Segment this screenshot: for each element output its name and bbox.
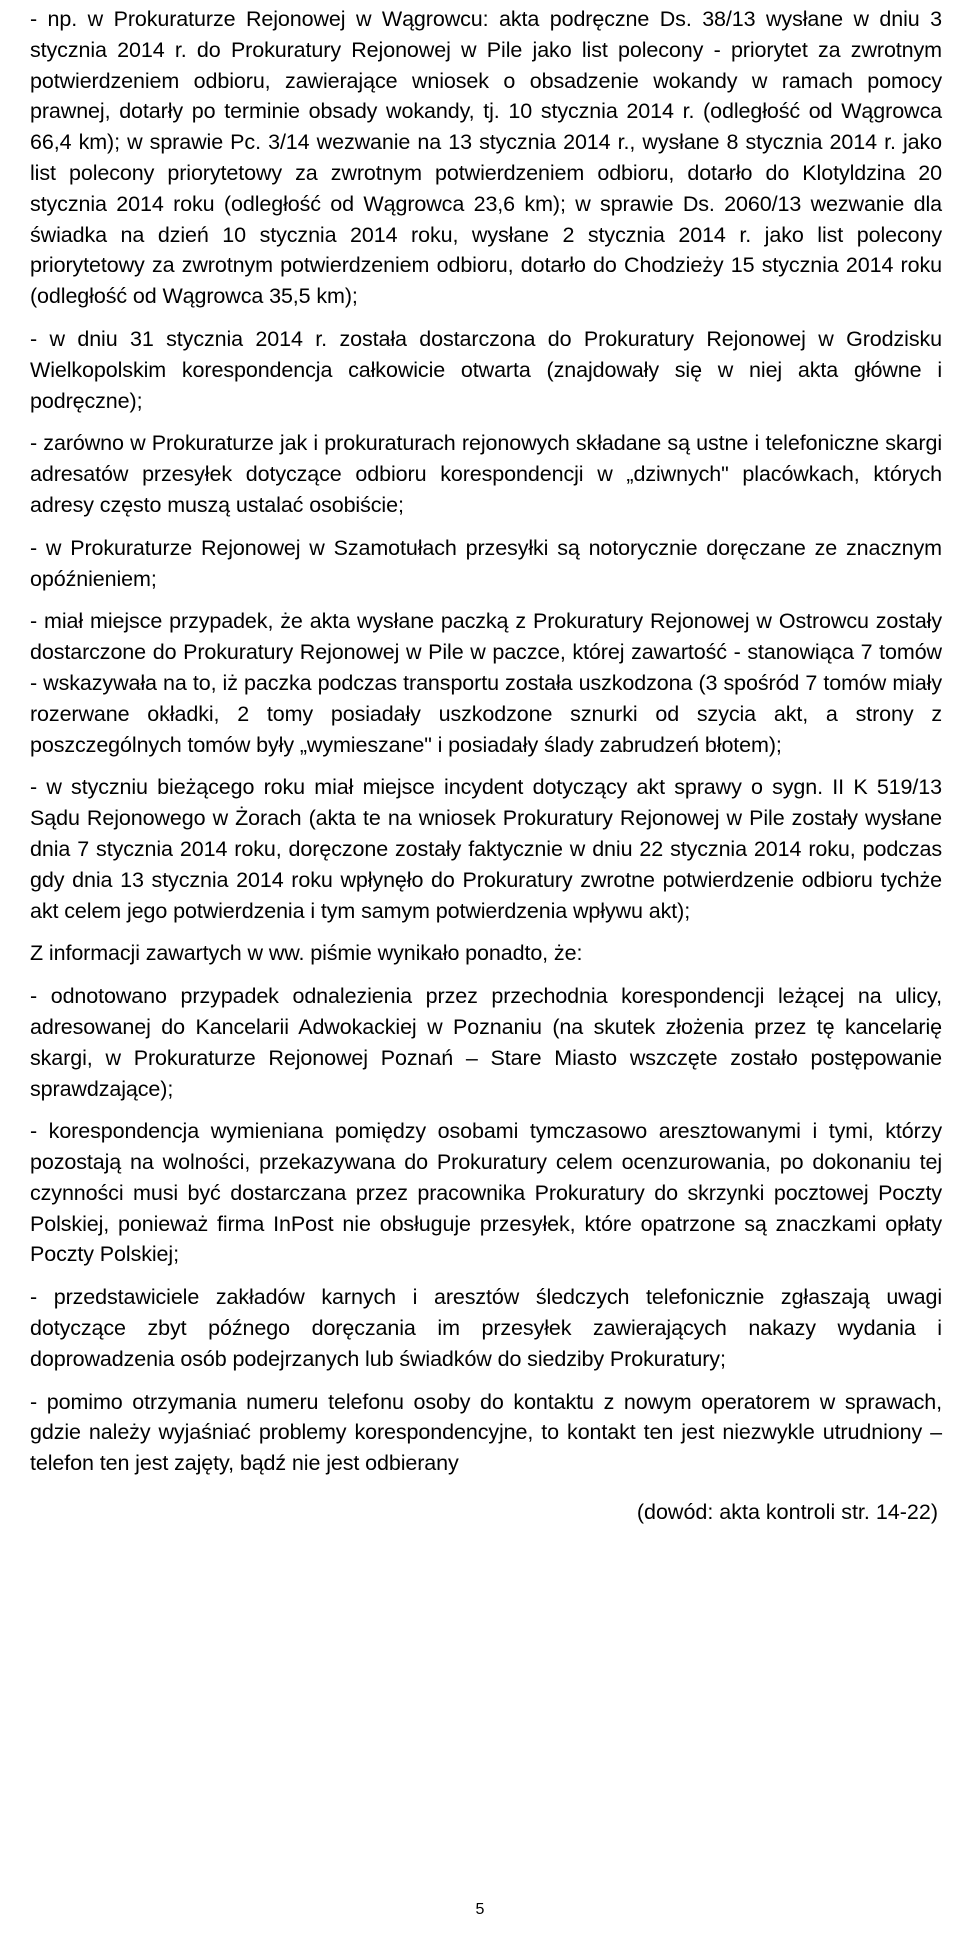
paragraph-damaged-parcel: - miał miejsce przypadek, że akta wysłane paczką z Prokuratury Rejonowej w Ostrowcu zostały dostarczone do Prokuratury Rejonowej w Pile w paczce, której zawartość - stanowiąca 7 tomów - wskazywała na to, iż paczka podczas transportu została uszkodzona (3 spośród 7 tomów miały rozerwane okładki, 2 tomy posiadały uszkodzone sznurki od szycia akt, a strony z poszczególnych tomów były „wymieszane" i posiadały ślady zabrudzeń błotem); (30, 609, 942, 757)
page-number: 5 (475, 1901, 485, 1918)
paragraph-oral-complaints: - zarówno w Prokuraturze jak i prokuraturach rejonowych składane są ustne i telefoniczne skargi adresatów przesyłek dotyczące odbioru korespondencji w „dziwnych" placówkach, których adresy często muszą ustalać osobiście; (30, 431, 942, 517)
paragraph-prison-complaints: - przedstawiciele zakładów karnych i aresztów śledczych telefonicznie zgłaszają uwagi dotyczące zbyt późnego doręczania im przesyłek zawierających nakazy wydania i doprowadzenia osób podejrzanych lub świadków do siedziby Prokuratury; (30, 1285, 942, 1371)
paragraph-szamotuly-delays: - w Prokuraturze Rejonowej w Szamotułach przesyłki są notorycznie doręczane ze znacznym opóźnieniem; (30, 535, 942, 591)
paragraph-intro-additional-info: Z informacji zawartych w ww. piśmie wynikało ponadto, że: (30, 941, 583, 966)
proof-reference: (dowód: akta kontroli str. 14-22) (636, 1500, 938, 1525)
paragraph-delivery-delays-wagrowiec: - np. w Prokuraturze Rejonowej w Wągrowcu: akta podręczne Ds. 38/13 wysłane w dniu 3 stycznia 2014 r. do Prokuratury Rejonowej w Pile jako list polecony - priorytet za zwrotnym potwierdzeniem odbioru, zawierające wniosek o obsadzenie wokandy w ramach pomocy prawnej, dotarły po terminie obsady wokandy, tj. 10 stycznia 2014 r. (odległość od Wągrowca 66,4 km); w sprawie Pc. 3/14 wezwanie na 13 stycznia 2014 r., wysłane 8 stycznia 2014 r. jako list polecony priorytetowy za zwrotnym potwierdzeniem odbioru, dotarło do Klotyldzina 20 stycznia 2014 roku (odległość od Wągrowca 23,6 km); w sprawie Ds. 2060/13 wezwanie dla świadka na dzień 10 stycznia 2014 roku, wysłane 2 stycznia 2014 r. jako list polecony priorytetowy za zwrotnym potwierdzeniem odbioru, dotarło do Chodzieży 15 stycznia 2014 roku (odległość od Wągrowca 35,5 km); (30, 7, 942, 309)
paragraph-zory-incident: - w styczniu bieżącego roku miał miejsce incydent dotyczący akt sprawy o sygn. II K 519/13 Sądu Rejonowego w Żorach (akta te na wniosek Prokuratury Rejonowej w Pile zostały wysłane dnia 7 stycznia 2014 roku, doręczone zostały faktycznie w dniu 22 stycznia 2014 roku, podczas gdy dnia 13 stycznia 2014 roku wpłynęło do Prokuratury zwrotne potwierdzenie odbioru tychże akt celem jego potwierdzenia i tym samym potwierdzenia wpływu akt); (30, 775, 942, 923)
paragraph-found-correspondence: - odnotowano przypadek odnalezienia przez przechodnia korespondencji leżącej na ulicy, adresowanej do Kancelarii Adwokackiej w Poznaniu (na skutek złożenia przez tę kancelarię skargi, w Prokuraturze Rejonowej Poznań – Stare Miasto wszczęte zostało postępowanie sprawdzające); (30, 984, 942, 1101)
paragraph-opened-correspondence-grodzisk: - w dniu 31 stycznia 2014 r. została dostarczona do Prokuratury Rejonowej w Grodzisku Wielkopolskim korespondencja całkowicie otwarta (znajdowały się w niej akta główne i podręczne); (30, 326, 942, 413)
document-page (30, 0, 942, 1527)
paragraph-phone-contact-problems: - pomimo otrzymania numeru telefonu osoby do kontaktu z nowym operatorem w sprawach, gdzie należy wyjaśniać problemy korespondencyjne, to kontakt ten jest niezwykle utrudniony – telefon ten jest zajęty, bądź nie jest odbierany (30, 1389, 942, 1476)
paragraph-detainee-correspondence: - korespondencja wymieniana pomiędzy osobami tymczasowo aresztowanymi i tymi, którzy pozostają na wolności, przekazywana do Prokuratury celem ocenzurowania, po dokonaniu tej czynności musi być dostarczana przez pracownika Prokuratury do skrzynki pocztowej Poczty Polskiej, ponieważ firma InPost nie obsługuje przesyłek, które opatrzone są znaczkami opłaty Poczty Polskiej; (30, 1119, 942, 1267)
